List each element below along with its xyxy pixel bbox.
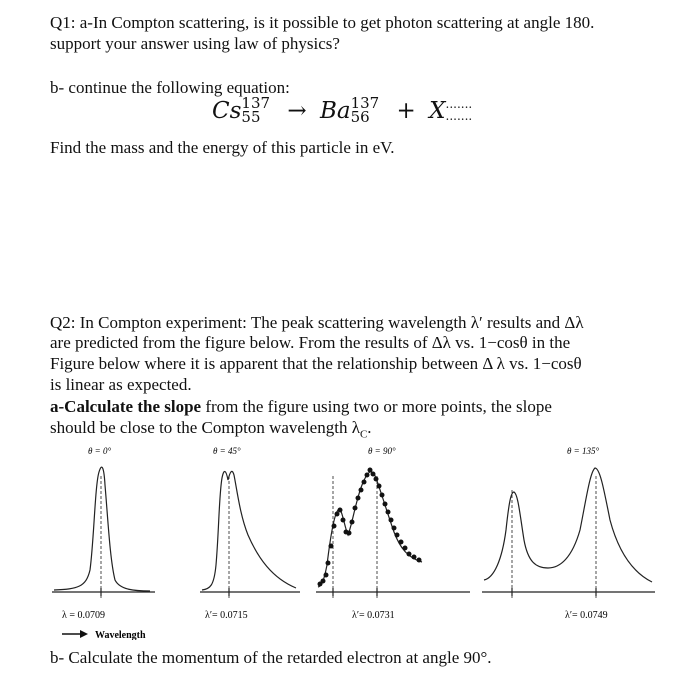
panel-2-wavelength: λ′= 0.0715 <box>205 610 248 621</box>
compton-figure <box>0 440 700 640</box>
eq-cs-sub: 55 <box>241 108 261 126</box>
q1-part-b: b- continue the following equation: <box>50 78 290 97</box>
q2-line-6-text: should be close to the Compton wavelength λ <box>50 418 360 437</box>
q2-part-a-rest: from the figure using two or more points, the slope <box>201 397 552 416</box>
eq-cs: Cs <box>212 98 242 124</box>
panel-1-angle: θ = 0° <box>88 446 112 456</box>
eq-arrow: → <box>287 98 307 124</box>
q1-line-1: Q1: a-In Compton scattering, is it possible to get photon scattering at angle 180. <box>50 13 595 32</box>
q2-line-1: Q2: In Compton experiment: The peak scattering wavelength λ′ results and Δλ <box>50 313 584 332</box>
panel-1-wavelength: λ = 0.0709 <box>62 610 105 621</box>
wavelength-arrow-icon <box>62 630 88 638</box>
eq-plus: + <box>396 98 416 124</box>
eq-x-scripts <box>446 98 473 122</box>
eq-cs-scripts <box>241 96 270 124</box>
eq-ba-sub: 56 <box>350 108 370 126</box>
q2-line-2: are predicted from the figure below. From the results of Δλ vs. 1−cosθ in the <box>50 333 571 352</box>
panel-4-angle: θ = 135° <box>567 446 600 456</box>
q2-line-5 <box>50 397 552 417</box>
eq-ba: Ba <box>319 98 351 124</box>
panel-2-angle: θ = 45° <box>213 446 241 456</box>
axis-label: Wavelength <box>95 630 146 640</box>
q2-lambda-c-sub: C <box>359 428 368 441</box>
q2-line-3: Figure below where it is apparent that the relationship between Δ λ vs. 1−cosθ <box>50 354 582 373</box>
panel-4-curve <box>484 468 652 582</box>
panel-3-curve <box>318 472 422 587</box>
panel-4-wavelength: λ′= 0.0749 <box>565 610 608 621</box>
eq-x-sub: ....... <box>445 109 473 123</box>
decay-equation <box>212 94 473 126</box>
eq-ba-sup: 137 <box>350 94 380 112</box>
panel-3-wavelength: λ′= 0.0731 <box>352 610 395 621</box>
eq-x: X <box>429 98 446 124</box>
q1-line-2: support your answer using law of physics? <box>50 34 340 53</box>
q2-line-6-end: . <box>367 418 372 437</box>
panel-3-angle: θ = 90° <box>368 446 396 456</box>
q1-line-4: Find the mass and the energy of this particle in eV. <box>50 138 395 157</box>
q2-part-a-bold: a-Calculate the slope <box>50 397 202 416</box>
eq-x-sup: ....... <box>445 97 473 111</box>
panel-2-curve <box>202 471 296 590</box>
eq-ba-scripts <box>351 96 380 124</box>
panel-1-curve <box>54 467 150 591</box>
q2-part-b: b- Calculate the momentum of the retarded electron at angle 90°. <box>50 648 492 667</box>
eq-cs-sup: 137 <box>241 94 271 112</box>
q2-line-4: is linear as expected. <box>50 375 192 394</box>
